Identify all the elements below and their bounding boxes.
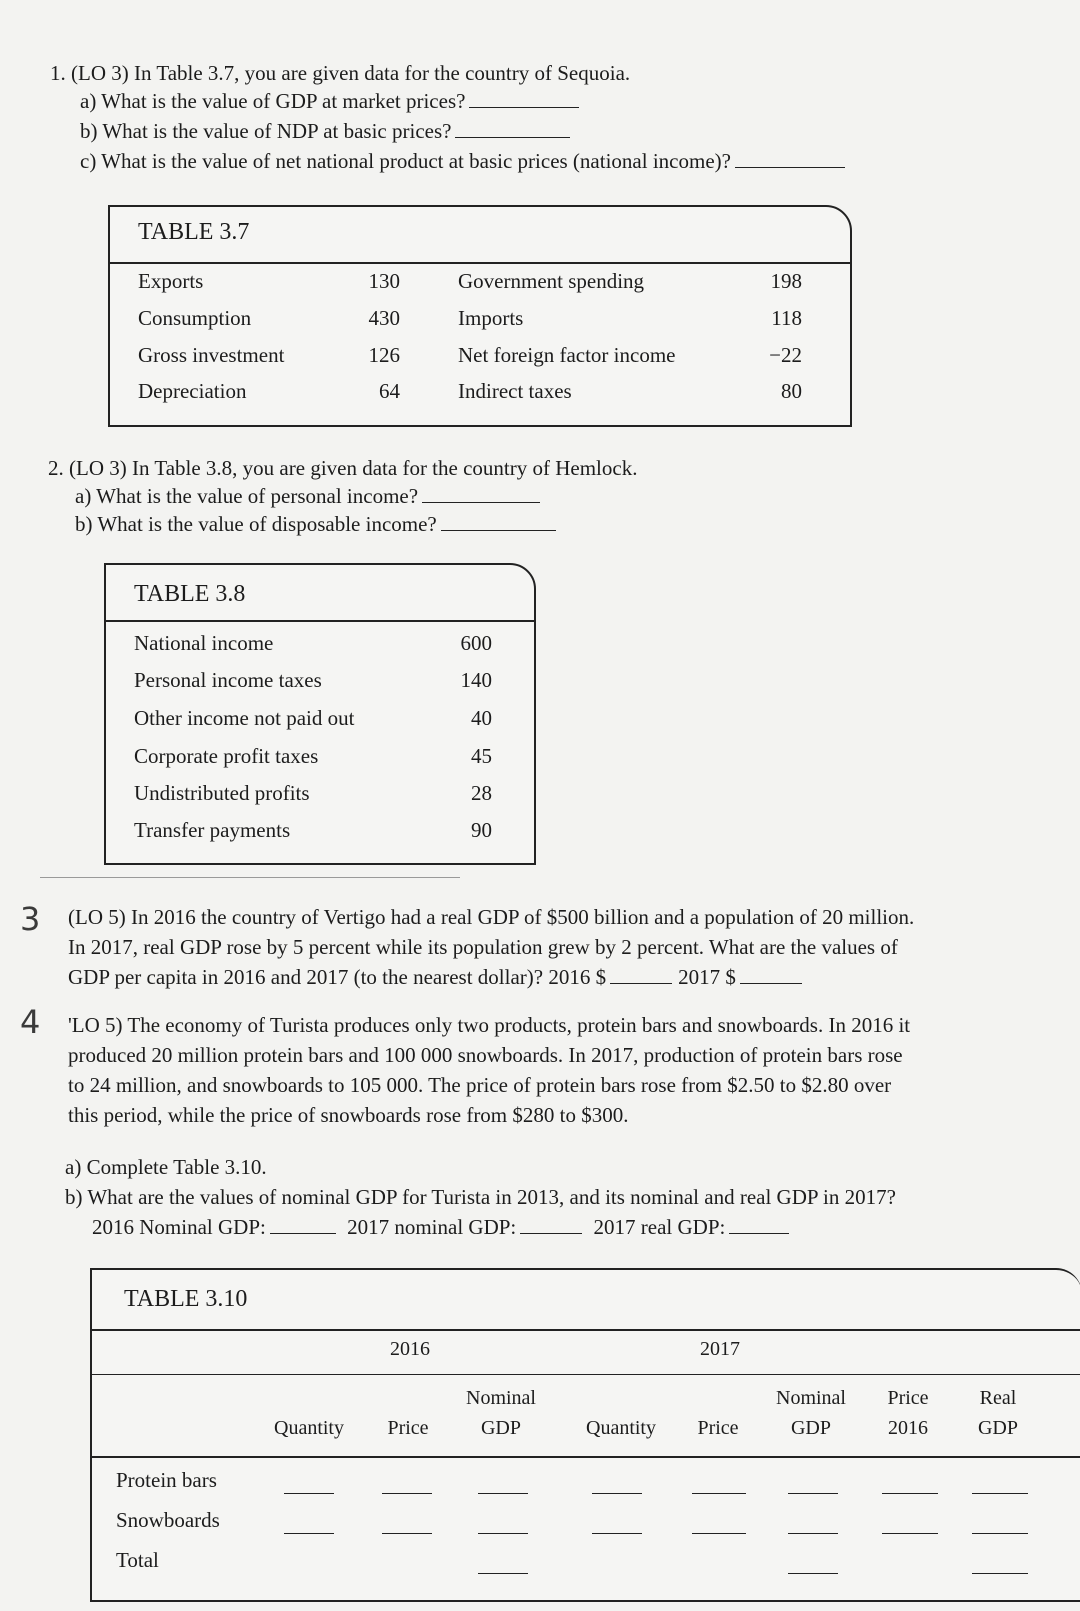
q2-a: a) What is the value of personal income? bbox=[75, 481, 540, 511]
t310-blank[interactable] bbox=[592, 1493, 642, 1494]
q4-2016-nominal-blank[interactable] bbox=[270, 1213, 336, 1234]
t310-year-divider bbox=[92, 1374, 1080, 1375]
table-3-10-title: TABLE 3.10 bbox=[124, 1286, 248, 1312]
t310-col-price-2016: Price bbox=[387, 1417, 429, 1439]
t310-blank[interactable] bbox=[972, 1573, 1028, 1574]
t310-col-quantity-2017: Quantity bbox=[586, 1417, 656, 1439]
q1-b-answer-blank[interactable] bbox=[455, 117, 570, 138]
t310-blank[interactable] bbox=[788, 1573, 838, 1574]
t310-blank[interactable] bbox=[382, 1493, 432, 1494]
t37-label-consumption: Consumption bbox=[138, 306, 252, 330]
t310-col-price-2017: Price bbox=[697, 1417, 739, 1439]
q4-a: a) Complete Table 3.10. bbox=[65, 1155, 267, 1179]
t310-year-2017: 2017 bbox=[700, 1338, 740, 1360]
q2-b-answer-blank[interactable] bbox=[441, 510, 556, 531]
t38-value-other-income-not-paid-out: 40 bbox=[471, 706, 492, 730]
q4-line1: 'LO 5) The economy of Turista produces only two products, protein bars and snowboards. In 2016 it bbox=[68, 1013, 911, 1037]
q3-line1: (LO 5) In 2016 the country of Vertigo had a real GDP of $500 billion and a population of 20 million. bbox=[68, 905, 915, 929]
q4-line4: this period, while the price of snowboards rose from $280 to $300. bbox=[68, 1103, 629, 1127]
q1-c-answer-blank[interactable] bbox=[735, 147, 845, 168]
table-3-10-title-divider bbox=[92, 1329, 1080, 1331]
t310-col-nominal-2017-a: Nominal bbox=[776, 1387, 846, 1409]
t38-label-national-income: National income bbox=[134, 631, 274, 655]
t310-blank[interactable] bbox=[788, 1533, 838, 1534]
t37-label-indirect-taxes: Indirect taxes bbox=[458, 379, 572, 403]
q3-line2: In 2017, real GDP rose by 5 percent while its population grew by 2 percent. What are the values of bbox=[68, 935, 898, 959]
t310-row-snowboards: Snowboards bbox=[116, 1508, 220, 1532]
t310-blank[interactable] bbox=[284, 1493, 334, 1494]
t310-blank[interactable] bbox=[284, 1533, 334, 1534]
t38-value-undistributed-profits: 28 bbox=[471, 781, 492, 805]
page-rule bbox=[40, 877, 460, 878]
t37-value-depreciation: 64 bbox=[379, 379, 400, 403]
t310-blank[interactable] bbox=[882, 1533, 938, 1534]
t37-value-government-spending: 198 bbox=[770, 269, 802, 293]
q2-stem: 2. (LO 3) In Table 3.8, you are given data for the country of Hemlock. bbox=[48, 456, 638, 480]
t310-blank[interactable] bbox=[788, 1493, 838, 1494]
t310-col-nominal-2017-b: GDP bbox=[790, 1417, 831, 1439]
t310-col-price2016-b: 2016 bbox=[888, 1417, 928, 1439]
t310-header-divider bbox=[92, 1456, 1080, 1458]
t37-value-consumption: 430 bbox=[368, 306, 400, 330]
table-3-8 bbox=[104, 563, 536, 865]
t310-blank[interactable] bbox=[882, 1493, 938, 1494]
table-3-7-title: TABLE 3.7 bbox=[138, 219, 250, 245]
q4-line3: to 24 million, and snowboards to 105 000. The price of protein bars rose from $2.50 to $2.80 over bbox=[68, 1073, 892, 1097]
q3-handwritten-number: 3 bbox=[20, 900, 41, 938]
t38-value-corporate-profit-taxes: 45 bbox=[471, 744, 492, 768]
t38-label-other-income-not-paid-out: Other income not paid out bbox=[134, 706, 355, 730]
table-3-7-divider bbox=[110, 262, 850, 264]
t310-blank[interactable] bbox=[478, 1493, 528, 1494]
q3-2016-answer-blank[interactable] bbox=[610, 963, 672, 984]
t37-label-depreciation: Depreciation bbox=[138, 379, 247, 403]
t38-value-personal-income-taxes: 140 bbox=[460, 668, 492, 692]
t37-label-gross-investment: Gross investment bbox=[138, 343, 285, 367]
t37-value-imports: 118 bbox=[771, 306, 802, 330]
t37-value-indirect-taxes: 80 bbox=[781, 379, 802, 403]
t310-blank[interactable] bbox=[478, 1533, 528, 1534]
table-3-10 bbox=[90, 1268, 1080, 1602]
t37-label-imports: Imports bbox=[458, 306, 524, 330]
q1-c: c) What is the value of net national product at basic prices (national income)? bbox=[80, 146, 845, 176]
t310-col-real-b: GDP bbox=[977, 1417, 1018, 1439]
t310-row-total: Total bbox=[116, 1548, 159, 1572]
t37-label-net-foreign-factor-income: Net foreign factor income bbox=[458, 343, 676, 367]
q1-b: b) What is the value of NDP at basic prices? bbox=[80, 116, 570, 146]
q4-handwritten-number: 4 bbox=[20, 1003, 41, 1041]
table-3-8-title: TABLE 3.8 bbox=[134, 581, 246, 607]
t38-label-personal-income-taxes: Personal income taxes bbox=[134, 668, 322, 692]
q4-2017-nominal-blank[interactable] bbox=[520, 1213, 582, 1234]
q3-line3: GDP per capita in 2016 and 2017 (to the nearest dollar)? 2016 $ 2017 $ bbox=[68, 962, 802, 992]
table-3-8-divider bbox=[106, 620, 534, 622]
q4-2017-real-blank[interactable] bbox=[729, 1213, 789, 1234]
q1-a-answer-blank[interactable] bbox=[469, 87, 579, 108]
q1-stem: 1. (LO 3) In Table 3.7, you are given data for the country of Sequoia. bbox=[50, 61, 631, 85]
t37-value-gross-investment: 126 bbox=[368, 343, 400, 367]
t310-blank[interactable] bbox=[692, 1533, 746, 1534]
t37-value-exports: 130 bbox=[368, 269, 400, 293]
t310-col-quantity-2016: Quantity bbox=[274, 1417, 344, 1439]
t37-label-government-spending: Government spending bbox=[458, 269, 645, 293]
t310-blank[interactable] bbox=[972, 1493, 1028, 1494]
table-3-7 bbox=[108, 205, 852, 427]
t310-blank[interactable] bbox=[972, 1533, 1028, 1534]
t37-value-net-foreign-factor-income: −22 bbox=[769, 343, 802, 367]
t38-label-undistributed-profits: Undistributed profits bbox=[134, 781, 310, 805]
q2-b: b) What is the value of disposable income? bbox=[75, 509, 556, 539]
t37-label-exports: Exports bbox=[138, 269, 204, 293]
q4-b: b) What are the values of nominal GDP for Turista in 2013, and its nominal and real GDP in 2017? bbox=[65, 1185, 896, 1209]
q2-a-answer-blank[interactable] bbox=[422, 482, 540, 503]
q3-2017-answer-blank[interactable] bbox=[740, 963, 802, 984]
t38-value-national-income: 600 bbox=[460, 631, 492, 655]
q4-line2: produced 20 million protein bars and 100 000 snowboards. In 2017, production of protein bars rose bbox=[68, 1043, 903, 1067]
t310-blank[interactable] bbox=[478, 1573, 528, 1574]
t310-blank[interactable] bbox=[592, 1533, 642, 1534]
t310-blank[interactable] bbox=[382, 1533, 432, 1534]
t310-col-nominal-2016-b: GDP bbox=[480, 1417, 521, 1439]
t310-blank[interactable] bbox=[692, 1493, 746, 1494]
t38-label-transfer-payments: Transfer payments bbox=[134, 818, 291, 842]
q1-a: a) What is the value of GDP at market prices? bbox=[80, 86, 579, 116]
q4-answers: 2016 Nominal GDP: 2017 nominal GDP: 2017 real GDP: bbox=[92, 1212, 789, 1242]
t310-year-2016: 2016 bbox=[390, 1338, 430, 1360]
t38-value-transfer-payments: 90 bbox=[471, 818, 492, 842]
t310-col-nominal-2016-a: Nominal bbox=[466, 1387, 536, 1409]
t310-row-protein-bars: Protein bars bbox=[116, 1468, 217, 1492]
t38-label-corporate-profit-taxes: Corporate profit taxes bbox=[134, 744, 319, 768]
t310-col-price2016-a: Price bbox=[887, 1387, 929, 1409]
t310-col-real-a: Real bbox=[979, 1387, 1017, 1409]
